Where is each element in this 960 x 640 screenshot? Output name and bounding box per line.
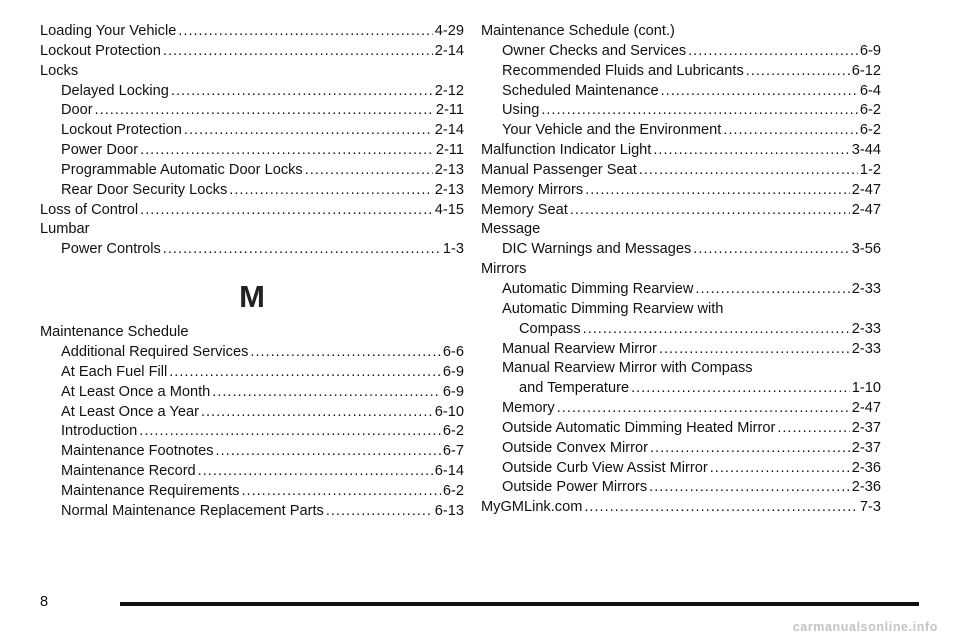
dot-leader <box>649 478 850 498</box>
dot-leader <box>693 240 850 260</box>
index-entry-text: Door <box>61 102 93 119</box>
dot-leader <box>184 121 433 141</box>
index-entry-page: 6-9 <box>442 383 464 400</box>
index-entry-page: 6-12 <box>851 62 881 79</box>
dot-leader <box>585 181 850 201</box>
index-entry <box>40 121 464 141</box>
index-entry-text: Loading Your Vehicle <box>40 23 177 39</box>
index-entry-page: 1-10 <box>851 380 881 397</box>
index-entry <box>481 280 881 300</box>
index-entry-text: Your Vehicle and the Environment <box>502 122 722 139</box>
index-entry-page: 2-47 <box>851 181 881 198</box>
index-entry <box>481 439 881 459</box>
index-entry-text: Maintenance Schedule <box>40 324 189 341</box>
dot-leader <box>229 181 433 201</box>
index-entry <box>481 498 881 518</box>
index-entry-text: Owner Checks and Services <box>502 42 687 59</box>
index-entry-page: 2-33 <box>851 340 881 357</box>
index-entry-page: 2-47 <box>851 400 881 417</box>
index-entry-page: 2-11 <box>435 142 464 159</box>
index-entry-text: Message <box>481 221 541 238</box>
dot-leader <box>639 161 858 181</box>
index-entry <box>40 141 464 161</box>
index-column-right <box>481 22 881 518</box>
index-entry-text: Lumbar <box>40 221 90 238</box>
index-entry-page: 2-14 <box>434 122 464 139</box>
dot-leader <box>631 379 850 399</box>
index-entry-text: Outside Automatic Dimming Heated Mirror <box>502 419 776 436</box>
index-entry <box>40 502 464 522</box>
dot-leader <box>583 320 850 340</box>
dot-leader <box>95 101 434 121</box>
index-entry-page: 6-14 <box>434 463 464 480</box>
index-entry-text: Memory Seat <box>481 201 568 218</box>
dot-leader <box>140 201 433 221</box>
index-entry-text: Manual Passenger Seat <box>481 161 637 178</box>
index-entry-page: 3-44 <box>851 142 881 159</box>
index-entry <box>481 62 881 82</box>
index-entry-text: Outside Power Mirrors <box>502 479 648 496</box>
index-entry-text: Manual Rearview Mirror with Compass <box>502 360 753 377</box>
dot-leader <box>169 363 441 383</box>
index-entry-page: 2-33 <box>851 320 881 337</box>
index-entry-text: Compass <box>519 320 581 337</box>
index-entry-text: Rear Door Security Locks <box>61 181 228 198</box>
section-letter-heading: M <box>239 279 265 315</box>
index-entry-text: Maintenance Record <box>61 463 196 480</box>
index-entry-text: Scheduled Maintenance <box>502 82 659 99</box>
dot-leader <box>541 101 858 121</box>
index-entry <box>481 300 881 320</box>
watermark-text: carmanualsonline.info <box>792 620 938 634</box>
index-entry <box>481 399 881 419</box>
index-entry <box>481 419 881 439</box>
dot-leader <box>250 343 441 363</box>
index-entry-text: Additional Required Services <box>61 343 249 360</box>
index-entry-page: 4-15 <box>434 201 464 218</box>
index-entry-text: Programmable Automatic Door Locks <box>61 161 303 178</box>
index-entry-page: 6-7 <box>442 443 464 460</box>
index-entry <box>40 62 464 82</box>
index-entry-page: 7-3 <box>859 499 881 516</box>
dot-leader <box>178 22 432 42</box>
index-entry-page: 2-33 <box>851 280 881 297</box>
index-entry <box>481 260 881 280</box>
index-entry-page: 6-4 <box>859 82 881 99</box>
dot-leader <box>557 399 850 419</box>
index-entry-page: 2-13 <box>434 181 464 198</box>
dot-leader <box>139 422 441 442</box>
index-entry <box>40 482 464 502</box>
index-entry-page: 6-13 <box>434 502 464 519</box>
index-entry-text: Normal Maintenance Replacement Parts <box>61 502 324 519</box>
index-entry-page: 2-11 <box>435 102 464 119</box>
index-entry-text: Lockout Protection <box>40 42 161 59</box>
dot-leader <box>653 141 849 161</box>
dot-leader <box>695 280 849 300</box>
index-entry <box>40 442 464 462</box>
index-entry <box>40 462 464 482</box>
dot-leader <box>171 82 433 102</box>
index-entry-page: 1-3 <box>442 241 464 258</box>
index-entry <box>481 141 881 161</box>
index-entry <box>40 363 464 383</box>
index-entry-text: MyGMLink.com <box>481 499 583 516</box>
index-entry <box>481 181 881 201</box>
index-entry <box>481 340 881 360</box>
index-entry <box>40 323 464 343</box>
index-entry <box>40 82 464 102</box>
dot-leader <box>584 498 858 518</box>
index-entry <box>481 121 881 141</box>
index-entry-text: At Least Once a Month <box>61 383 211 400</box>
index-entry <box>40 343 464 363</box>
index-entry-text: Locks <box>40 62 79 79</box>
dot-leader <box>746 62 850 82</box>
dot-leader <box>326 502 433 522</box>
dot-leader <box>688 42 858 62</box>
index-entry <box>40 22 464 42</box>
index-entry-text: DIC Warnings and Messages <box>502 241 692 258</box>
index-entry-text: Loss of Control <box>40 201 139 218</box>
index-entry-page: 3-56 <box>851 241 881 258</box>
dot-leader <box>140 141 434 161</box>
dot-leader <box>661 82 858 102</box>
index-entry-text: Outside Curb View Assist Mirror <box>502 459 708 476</box>
dot-leader <box>659 340 850 360</box>
index-entry <box>40 161 464 181</box>
dot-leader <box>570 201 850 221</box>
page-number: 8 <box>40 594 49 610</box>
index-entry <box>481 220 881 240</box>
dot-leader <box>777 419 849 439</box>
index-entry-text: At Least Once a Year <box>61 403 199 420</box>
dot-leader <box>198 462 433 482</box>
index-entry-text: Power Controls <box>61 241 161 258</box>
index-entry-text: and Temperature <box>519 380 630 397</box>
index-entry <box>40 220 464 240</box>
index-entry-text: Mirrors <box>481 261 527 278</box>
dot-leader <box>241 482 440 502</box>
index-entry-page: 6-9 <box>859 42 881 59</box>
index-entry-page: 6-9 <box>442 363 464 380</box>
index-entry-text: Automatic Dimming Rearview with <box>502 300 724 317</box>
index-entry-text: Maintenance Requirements <box>61 482 240 499</box>
index-entry-page: 2-37 <box>851 419 881 436</box>
dot-leader <box>163 240 441 260</box>
index-entry <box>481 459 881 479</box>
dot-leader <box>710 459 850 479</box>
index-entry <box>481 379 881 399</box>
index-entry-text: Outside Convex Mirror <box>502 439 648 456</box>
index-entry <box>481 161 881 181</box>
index-entry-text: Maintenance Footnotes <box>61 443 214 460</box>
dot-leader <box>163 42 433 62</box>
index-entry-text: Malfunction Indicator Light <box>481 142 652 159</box>
index-entry-text: Delayed Locking <box>61 82 169 99</box>
footer-rule <box>120 602 919 606</box>
index-entry <box>40 422 464 442</box>
index-entry-text: Memory <box>502 400 555 417</box>
index-entry <box>40 403 464 423</box>
index-entry-page: 6-2 <box>859 122 881 139</box>
index-entry-page: 2-36 <box>851 479 881 496</box>
index-entry-page: 6-6 <box>442 343 464 360</box>
index-entry-text: Automatic Dimming Rearview <box>502 280 694 297</box>
index-entry-page: 2-13 <box>434 161 464 178</box>
index-entry <box>40 383 464 403</box>
index-entry <box>40 240 464 260</box>
index-entry-text: Maintenance Schedule (cont.) <box>481 23 675 39</box>
dot-leader <box>201 403 433 423</box>
index-entry <box>40 101 464 121</box>
index-entry-text: Using <box>502 102 540 119</box>
index-entry-page: 2-37 <box>851 439 881 456</box>
dot-leader <box>723 121 858 141</box>
index-entry-text: Manual Rearview Mirror <box>502 340 657 357</box>
index-entry-page: 6-2 <box>442 482 464 499</box>
index-entry-page: 1-2 <box>859 161 881 178</box>
index-entry <box>481 22 881 42</box>
index-entry <box>40 42 464 62</box>
index-entry-page: 2-36 <box>851 459 881 476</box>
index-entry <box>481 201 881 221</box>
index-entry <box>481 101 881 121</box>
dot-leader <box>650 439 850 459</box>
dot-leader <box>216 442 441 462</box>
index-entry-text: At Each Fuel Fill <box>61 363 168 380</box>
index-entry-page: 4-29 <box>434 23 464 39</box>
index-column-left <box>40 22 464 522</box>
index-entry-text: Power Door <box>61 142 139 159</box>
index-entry <box>481 82 881 102</box>
index-entry-text: Recommended Fluids and Lubricants <box>502 62 744 79</box>
index-entry-text: Introduction <box>61 423 138 440</box>
index-entry-page: 6-2 <box>859 102 881 119</box>
index-entry-page: 2-14 <box>434 42 464 59</box>
index-entry <box>481 42 881 62</box>
index-entry-page: 6-2 <box>442 423 464 440</box>
index-entry <box>481 478 881 498</box>
index-entry-text: Memory Mirrors <box>481 181 584 198</box>
index-entry <box>481 240 881 260</box>
index-entry <box>481 320 881 340</box>
index-entry-page: 2-47 <box>851 201 881 218</box>
dot-leader <box>212 383 441 403</box>
index-entry <box>40 201 464 221</box>
index-entry <box>481 359 881 379</box>
index-entry <box>40 181 464 201</box>
dot-leader <box>305 161 433 181</box>
index-entry-text: Lockout Protection <box>61 122 182 139</box>
index-entry-page: 2-12 <box>434 82 464 99</box>
index-entry-page: 6-10 <box>434 403 464 420</box>
